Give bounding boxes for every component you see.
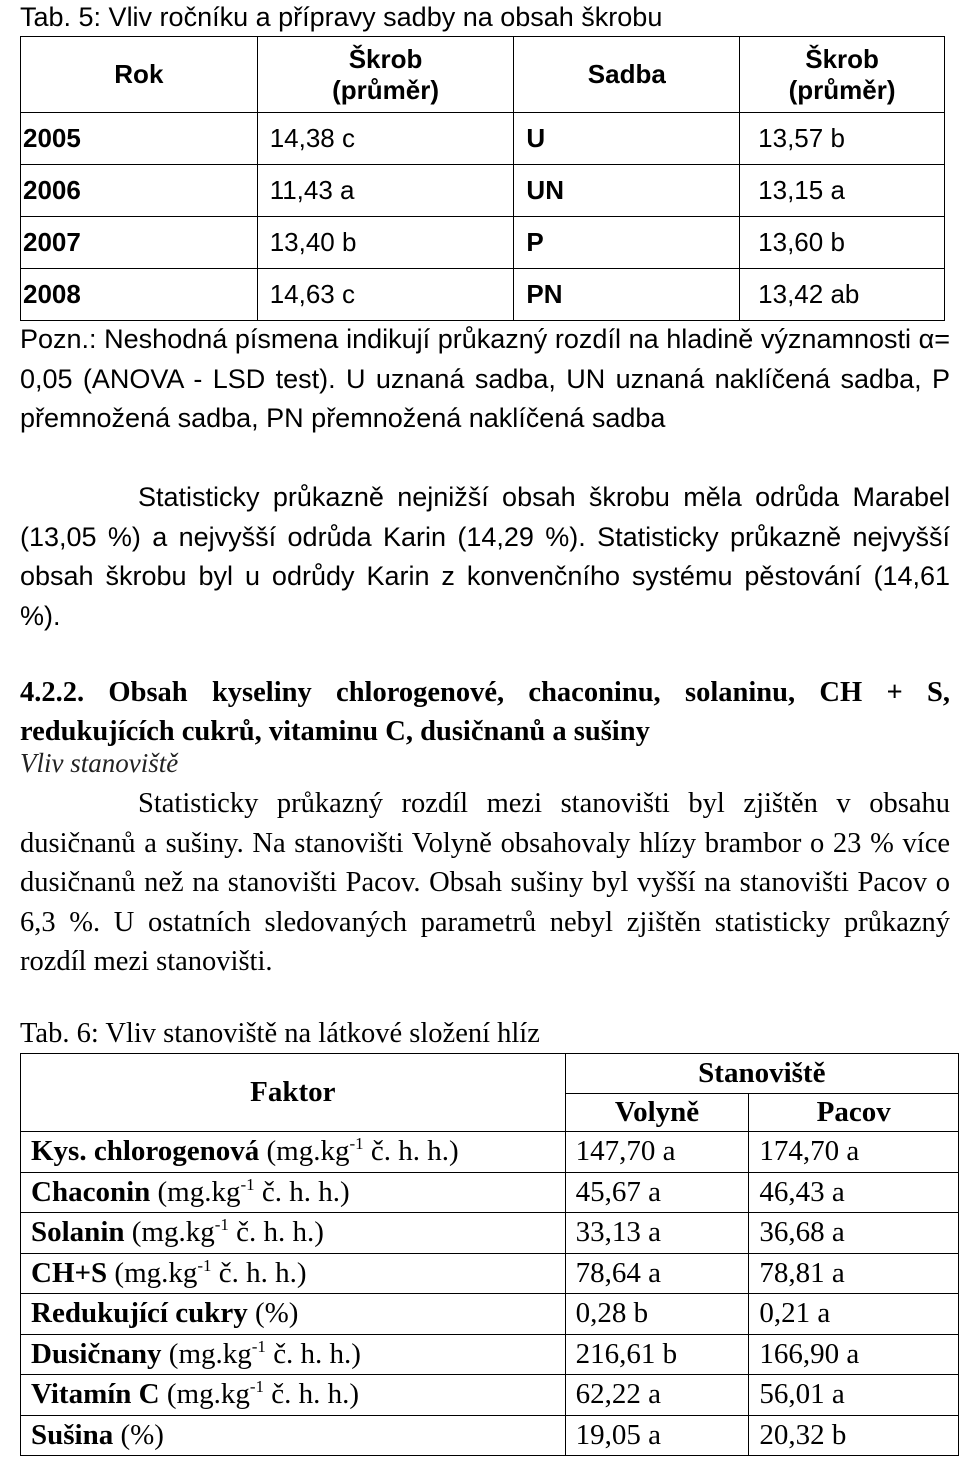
table6-caption: Tab. 6: Vliv stanoviště na látkové složení hlíz bbox=[20, 1018, 540, 1049]
table-row bbox=[21, 165, 945, 217]
table-row bbox=[21, 1334, 959, 1375]
cell-faktor: Chaconin ($mg.kg^{-1}$ č. h. h.) bbox=[21, 1172, 566, 1213]
table-row bbox=[21, 1375, 959, 1416]
cell-skrob: 13,40 b bbox=[257, 217, 514, 269]
cell-skrob: 14,63 c bbox=[257, 269, 514, 321]
subheading: Vliv stanoviště bbox=[20, 748, 179, 778]
table-row bbox=[21, 1415, 959, 1456]
table-row bbox=[21, 217, 945, 269]
header-sadba: Sadba bbox=[514, 37, 740, 113]
table-row bbox=[21, 1213, 959, 1254]
cell-skrob: 11,43 a bbox=[257, 165, 514, 217]
cell-rok: 2006 bbox=[21, 165, 258, 217]
table-row bbox=[21, 1294, 959, 1335]
table6 bbox=[20, 1053, 959, 1456]
header-skrob-2: Škrob (průměr) bbox=[740, 37, 945, 113]
table5-caption: Tab. 5: Vliv ročníku a přípravy sadby na obsah škrobu bbox=[20, 2, 663, 32]
cell-faktor: Redukující cukry (%) bbox=[21, 1294, 566, 1335]
cell-skrob: 14,38 c bbox=[257, 113, 514, 165]
cell-pacov: 46,43 a bbox=[749, 1172, 959, 1213]
cell-faktor: Solanin ($mg.kg^{-1}$ č. h. h.) bbox=[21, 1213, 566, 1254]
cell-skrob2: 13,15 a bbox=[740, 165, 945, 217]
cell-volyne: 33,13 a bbox=[565, 1213, 749, 1254]
table-row bbox=[21, 269, 945, 321]
table5-note: Pozn.: Neshodná písmena indikují průkazný rozdíl na hladině významnosti α= 0,05 (ANOVA - LSD test). U uznaná sadba, UN uznaná naklíčená sadba, P přemnožená sadba, PN přemnožená naklíčená sadba bbox=[20, 324, 950, 433]
cell-skrob2: 13,57 b bbox=[740, 113, 945, 165]
cell-volyne: 147,70 a bbox=[565, 1132, 749, 1173]
cell-pacov: 174,70 a bbox=[749, 1132, 959, 1173]
cell-volyne: 0,28 b bbox=[565, 1294, 749, 1335]
cell-sadba: U bbox=[514, 113, 740, 165]
paragraph-location: Statisticky průkazný rozdíl mezi stanovišti byl zjištěn v obsahu dusičnanů a sušiny. Na stanovišti Volyně obsahovaly hlízy brambor o 23 % více dusičnanů než na stanovišti Pacov. Obsah sušiny byl vyšší na stanovišti Pacov o 6,3 %. U ostatních sledovaných parametrů nebyl zjištěn statisticky průkazný rozdíl mezi stanovišti. bbox=[20, 788, 950, 977]
cell-faktor: Kys. chlorogenová ($mg.kg^{-1}$ č. h. h.) bbox=[21, 1132, 566, 1173]
table6-header-row bbox=[21, 1054, 959, 1094]
cell-rok: 2008 bbox=[21, 269, 258, 321]
section-heading: 4.2.2. Obsah kyseliny chlorogenové, chaconinu, solaninu, CH + S, redukujících cukrů, vitaminu C, dusičnanů a sušiny bbox=[20, 677, 950, 747]
table5 bbox=[20, 36, 945, 321]
table-row bbox=[21, 1253, 959, 1294]
table5-header-row bbox=[21, 37, 945, 113]
cell-pacov: 78,81 a bbox=[749, 1253, 959, 1294]
header-pacov: Pacov bbox=[749, 1094, 959, 1132]
header-rok: Rok bbox=[21, 37, 258, 113]
table-row bbox=[21, 1132, 959, 1173]
cell-volyne: 78,64 a bbox=[565, 1253, 749, 1294]
cell-faktor: Dusičnany ($mg.kg^{-1}$ č. h. h.) bbox=[21, 1334, 566, 1375]
cell-sadba: P bbox=[514, 217, 740, 269]
cell-faktor: Sušina (%) bbox=[21, 1415, 566, 1456]
header-skrob: Škrob (průměr) bbox=[257, 37, 514, 113]
header-volyne: Volyně bbox=[565, 1094, 749, 1132]
cell-pacov: 36,68 a bbox=[749, 1213, 959, 1254]
header-faktor: Faktor bbox=[21, 1054, 566, 1132]
cell-pacov: 20,32 b bbox=[749, 1415, 959, 1456]
cell-pacov: 0,21 a bbox=[749, 1294, 959, 1335]
cell-volyne: 45,67 a bbox=[565, 1172, 749, 1213]
cell-volyne: 19,05 a bbox=[565, 1415, 749, 1456]
cell-skrob2: 13,42 ab bbox=[740, 269, 945, 321]
cell-pacov: 56,01 a bbox=[749, 1375, 959, 1416]
cell-faktor: Vitamín C ($mg.kg^{-1}$ č. h. h.) bbox=[21, 1375, 566, 1416]
header-stanoviste: Stanoviště bbox=[565, 1054, 958, 1094]
cell-sadba: PN bbox=[514, 269, 740, 321]
cell-volyne: 62,22 a bbox=[565, 1375, 749, 1416]
cell-rok: 2005 bbox=[21, 113, 258, 165]
cell-sadba: UN bbox=[514, 165, 740, 217]
cell-volyne: 216,61 b bbox=[565, 1334, 749, 1375]
cell-skrob2: 13,60 b bbox=[740, 217, 945, 269]
cell-rok: 2007 bbox=[21, 217, 258, 269]
paragraph-starch: Statisticky průkazně nejnižší obsah škrobu měla odrůda Marabel (13,05 %) a nejvyšší odrůda Karin (14,29 %). Statisticky průkazně nejvyšší obsah škrobu byl u odrůdy Karin z konvenčního systému pěstování (14,61 %). bbox=[20, 482, 950, 631]
table-row bbox=[21, 113, 945, 165]
cell-pacov: 166,90 a bbox=[749, 1334, 959, 1375]
table-row bbox=[21, 1172, 959, 1213]
cell-faktor: CH+S ($mg.kg^{-1}$ č. h. h.) bbox=[21, 1253, 566, 1294]
